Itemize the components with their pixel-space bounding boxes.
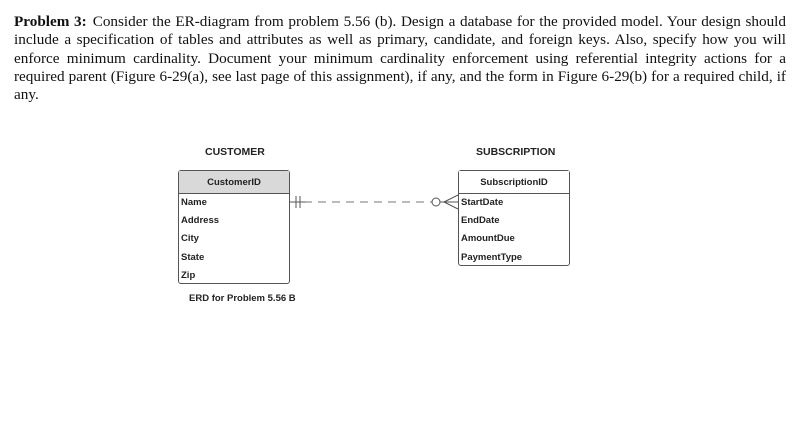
customer-attribute: Zip xyxy=(181,269,196,281)
customer-primary-key: CustomerID xyxy=(179,171,289,194)
problem-number: Problem 3: xyxy=(14,13,87,30)
customer-entity-title: CUSTOMER xyxy=(205,146,265,158)
subscription-attribute: StartDate xyxy=(461,197,504,208)
subscription-primary-key: SubscriptionID xyxy=(459,171,569,194)
optional-many-marker xyxy=(432,195,458,209)
subscription-entity-title: SUBSCRIPTION xyxy=(476,146,556,158)
customer-attribute: City xyxy=(181,233,199,245)
customer-attribute: State xyxy=(181,251,205,263)
diagram-caption: ERD for Problem 5.56 B xyxy=(189,293,296,304)
subscription-attribute: AmountDue xyxy=(461,233,515,245)
subscription-attribute: EndDate xyxy=(461,215,500,227)
mandatory-one-marker xyxy=(290,196,306,208)
customer-attribute: Address xyxy=(181,215,220,227)
subscription-attribute: PaymentType xyxy=(461,251,523,263)
problem-text: Consider the ER-diagram from problem 5.56 (b). Design a database for the provided model. Your design should include a specification of tables and attributes as well as primary, candidate, and foreign keys. Also, specify how you will enforce minimum cardinality. Document your minimum cardinality enforcement using referential integrity actions for a required parent (Figure 6-29(a), see last page of this assignment), if any, and the form in Figure 6-29(b) for a required child, if any. xyxy=(14,13,786,104)
customer-attribute: Name xyxy=(181,197,207,208)
